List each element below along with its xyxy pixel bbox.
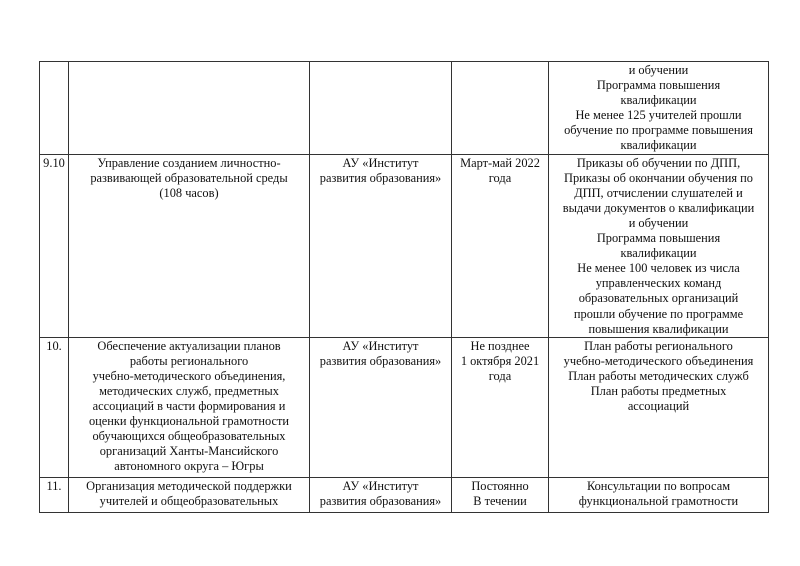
activity-cell-line: (108 часов) [159, 185, 219, 200]
result-cell-line: образовательных организаций [578, 291, 739, 306]
activity-cell-line: работы регионального [129, 353, 249, 368]
deadline-cell [452, 62, 549, 155]
activity-cell-line: методических служб, предметных [99, 383, 279, 398]
deadline-cell-line: 1 октября 2021 [460, 353, 540, 368]
table-row [40, 62, 769, 155]
activity-cell-line: организаций Ханты-Мансийского [99, 444, 279, 459]
responsible-cell-line: АУ «Институт [342, 478, 419, 493]
activity-plan-table [39, 61, 769, 513]
responsible-cell [310, 154, 452, 337]
result-cell-line: План работы методических служб [568, 368, 749, 383]
responsible-cell-line: развития образования» [319, 493, 442, 508]
table-row [40, 477, 769, 512]
deadline-cell-line: В течении [473, 493, 527, 508]
deadline-cell-line: Март-май 2022 [460, 155, 540, 170]
row-number [40, 62, 69, 155]
responsible-cell [310, 337, 452, 477]
result-cell-line: квалификации [620, 246, 697, 261]
result-cell-line: План работы предметных [590, 383, 727, 398]
row-number [40, 337, 69, 477]
result-cell-line: повышения квалификации [588, 321, 729, 336]
result-cell-line: ДПП, отчислении слушателей и [574, 185, 743, 200]
table-row [40, 154, 769, 337]
responsible-cell [310, 62, 452, 155]
activity-cell-line: учителей и общеобразовательных [99, 493, 279, 508]
result-cell-line: Программа повышения [596, 78, 721, 93]
deadline-cell [452, 154, 549, 337]
deadline-cell [452, 477, 549, 512]
result-cell-line: квалификации [620, 93, 697, 108]
activity-cell-line: Организация методической поддержки [86, 478, 292, 493]
deadline-cell-line: года [488, 170, 512, 185]
activity-cell-line: ассоциаций в части формирования и [92, 399, 286, 414]
result-cell [549, 154, 769, 337]
result-cell [549, 62, 769, 155]
activity-cell-line: учебно-методического объединения, [92, 368, 286, 383]
deadline-cell-line: года [488, 368, 512, 383]
result-cell-line: квалификации [620, 138, 697, 153]
responsible-cell-line: АУ «Институт [342, 338, 419, 353]
result-cell-line: ассоциаций [627, 399, 690, 414]
activity-cell-line: Обеспечение актуализации планов [97, 338, 281, 353]
activity-cell-line: оценки функциональной грамотности [88, 414, 290, 429]
result-cell-line: Приказы об окончании обучения по [564, 170, 753, 185]
activity-cell-line: обучающихся общеобразовательных [92, 429, 286, 444]
activity-cell-line: Управление созданием личностно- [97, 155, 281, 170]
activity-cell [69, 337, 310, 477]
row-number-text: 11. [46, 478, 62, 493]
deadline-cell-line: Не позднее [470, 338, 530, 353]
deadline-cell-line: Постоянно [471, 478, 529, 493]
result-cell-line: Не менее 125 учителей прошли [575, 108, 742, 123]
result-cell-line: и обучении [628, 63, 689, 77]
result-cell [549, 337, 769, 477]
result-cell-line: прошли обучение по программе [573, 306, 744, 321]
responsible-cell-line: развития образования» [319, 170, 442, 185]
result-cell-line: выдачи документов о квалификации [562, 200, 755, 215]
row-number-text: 9.10 [43, 155, 65, 170]
activity-cell-line: автономного округа – Югры [114, 459, 264, 474]
result-cell [549, 477, 769, 512]
result-cell-line: Не менее 100 человек из числа [577, 261, 740, 276]
row-number-text: 10. [46, 338, 62, 353]
result-cell-line: управленческих команд [595, 276, 722, 291]
result-cell-line: учебно-методического объединения [563, 353, 754, 368]
row-number [40, 154, 69, 337]
activity-cell-line: развивающей образовательной среды [90, 170, 288, 185]
result-cell-line: Программа повышения [596, 231, 721, 246]
responsible-cell-line: развития образования» [319, 353, 442, 368]
result-cell-line: План работы регионального [584, 338, 733, 353]
result-cell-line: Консультации по вопросам [586, 478, 731, 493]
row-number [40, 477, 69, 512]
activity-cell [69, 154, 310, 337]
deadline-cell [452, 337, 549, 477]
activity-cell [69, 477, 310, 512]
result-cell-line: обучение по программе повышения [564, 123, 753, 138]
table-row [40, 337, 769, 477]
responsible-cell-line: АУ «Институт [342, 155, 419, 170]
result-cell-line: Приказы об обучении по ДПП, [576, 155, 741, 170]
result-cell-line: и обучении [628, 215, 689, 230]
result-cell-line: функциональной грамотности [578, 493, 739, 508]
responsible-cell [310, 477, 452, 512]
activity-cell [69, 62, 310, 155]
